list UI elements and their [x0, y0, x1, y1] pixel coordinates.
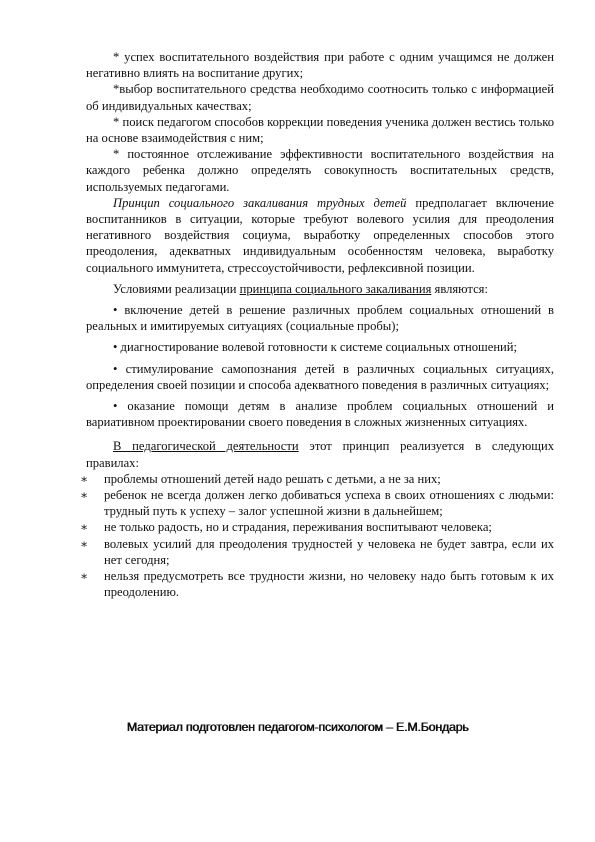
asterisk-icon: ∗	[80, 520, 89, 535]
list-item	[80, 568, 554, 600]
document-body	[80, 49, 554, 601]
rule-text: волевых усилий для преодоления трудностей у человека не будет завтра, если их нет сегодня;	[104, 536, 554, 567]
list-item	[80, 519, 554, 535]
conditions-prefix: Условиями реализации	[113, 281, 240, 296]
rule-text: проблемы отношений детей надо решать с детьми, а не за них;	[104, 471, 441, 486]
rules-list	[80, 471, 554, 601]
list-item	[80, 536, 554, 568]
activity-link: В педагогической деятельности	[113, 439, 299, 454]
asterisk-icon: ∗	[80, 569, 89, 584]
principle-text: предполагает включение воспитанников в ситуации, которые требуют волевого усилия для преодоления негативного воздействия социума, выработку определенных способов этого преодоления, адекватных индивидуальным особенностям человека, выработку социального иммунитета, стрессоустойчивости, рефлексивной позиции.	[86, 195, 554, 275]
condition-bullet-2: • диагностирование волевой готовности к системе социальных отношений;	[113, 340, 518, 355]
asterisk-icon: ∗	[80, 471, 89, 486]
conditions-heading	[86, 281, 554, 297]
author-footer	[0, 720, 595, 734]
list-item	[80, 487, 554, 519]
rule-text: не только радость, но и страдания, переживания воспитывают человека;	[104, 520, 492, 535]
rule-text: ребенок не всегда должен легко добиваться успеха в своих отношениях с людьми: трудный путь к успеху – залог успешной жизни в дальнейшем;	[104, 488, 554, 519]
paragraph-4: * постоянное отслеживание эффективности воспитательного воздействия на каждого ребенка должно определять совокупность воспитательных средств, используемых педагогами.	[86, 147, 554, 194]
activity-paragraph	[86, 438, 554, 470]
asterisk-icon: ∗	[80, 536, 89, 551]
asterisk-icon: ∗	[80, 488, 89, 503]
paragraph-3: * поиск педагогом способов коррекции поведения ученика должен вестись только на основе взаимодействия с ним;	[86, 114, 554, 146]
conditions-suffix: являются:	[431, 281, 488, 296]
condition-bullet-1: • включение детей в решение различных проблем социальных отношений в реальных и имитируемых ситуациях (социальные пробы);	[86, 303, 554, 334]
condition-bullet-4: • оказание помощи детям в анализе проблем социальных отношений и вариативном проектировании своего поведения в сложных жизненных ситуациях.	[86, 399, 554, 430]
paragraph-2: *выбор воспитательного средства необходимо соотносить только с информацией об индивидуальных качествах;	[86, 82, 554, 113]
principle-paragraph	[86, 195, 554, 276]
paragraph-1: * успех воспитательного воздействия при работе с одним учащимся не должен негативно влиять на воспитание других;	[86, 50, 554, 81]
footer-text: Материал подготовлен педагогом-психологом – Е.М.Бондарь	[126, 720, 469, 734]
principle-title: Принцип социального закаливания трудных детей	[113, 195, 407, 210]
rule-text: нельзя предусмотреть все трудности жизни, но человеку надо быть готовым к их преодолению.	[104, 569, 554, 600]
activity-text: этот принцип реализуется в следующих правилах:	[86, 439, 554, 470]
condition-bullet-3: • стимулирование самопознания детей в различных социальных ситуациях, определения своей позиции и способа адекватного поведения в различных ситуациях;	[86, 361, 554, 392]
conditions-link: принципа социального закаливания	[239, 281, 432, 296]
list-item	[80, 471, 554, 487]
